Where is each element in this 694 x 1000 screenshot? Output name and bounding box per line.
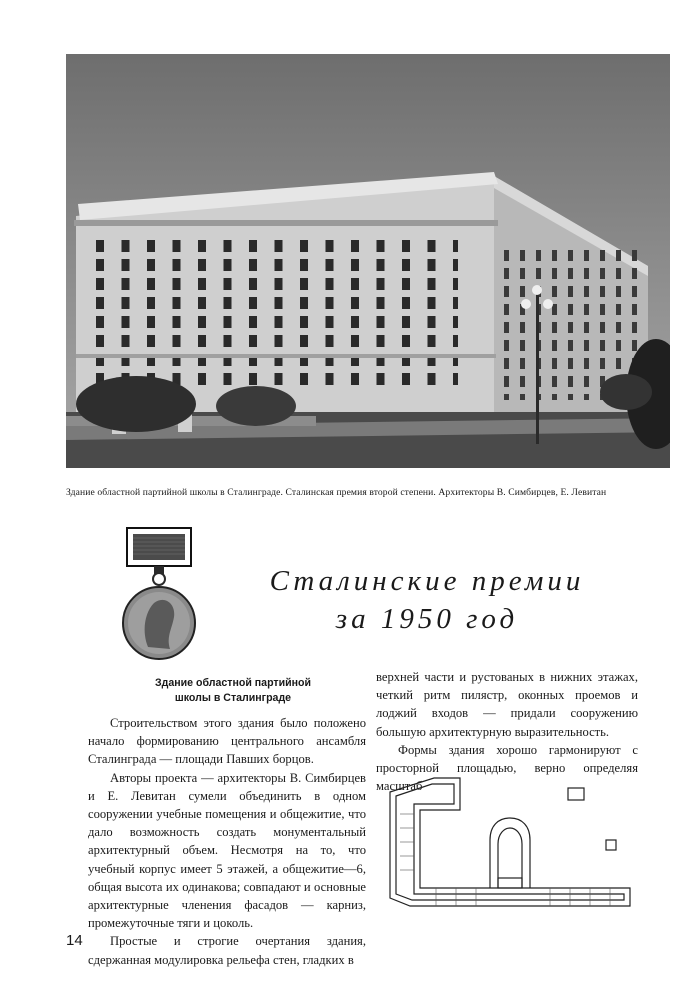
paragraph: Авторы проекта — архитекторы В. Симбирцев и Е. Левитан сумели объединить в одном сооружении учебные помещения и общежитие, что дало возможность создать монументальный архитектурный объем. Несмотря на то, что учебный корпус имеет 5 этажей, а общежитие—6, общая высота их одинакова; совпадают и основные архитектурные членения фасадов — карниз, промежуточные тяги и цоколь. bbox=[88, 770, 366, 931]
article-title bbox=[88, 676, 378, 706]
stalin-prize-medal bbox=[120, 525, 202, 665]
paragraph: Простые и строгие очертания здания, сдержанная модулировка рельефа стен, гладких в bbox=[88, 934, 366, 967]
building-photo bbox=[66, 54, 670, 468]
paragraph: Строительством этого здания было положено начало формированию центрального ансамбля Сталинграда — площади Павших борцов. bbox=[88, 716, 366, 767]
article-title-line-2: школы в Сталинграде bbox=[174, 692, 292, 704]
page-number: 14 bbox=[66, 932, 83, 949]
floor-plan-diagram bbox=[380, 770, 640, 918]
paragraph: верхней части и рустованых в нижних этажах, четкий ритм пилястр, оконных проемов и лоджий входов — придали сооружению большую архитектурную выразительность. bbox=[376, 670, 638, 739]
heading-line-1: Сталинские премии bbox=[269, 565, 585, 597]
heading-line-2: за 1950 год bbox=[335, 603, 519, 635]
section-heading bbox=[262, 562, 592, 638]
photo-caption: Здание областной партийной школы в Сталинграде. Сталинская премия второй степени. Архитекторы В. Симбирцев, Е. Левитан bbox=[66, 487, 607, 498]
article-title-line-1: Здание областной партийной bbox=[155, 677, 311, 689]
paragraph: Формы здания хорошо гармонируют с просторной площадью, верно определяя масштаб bbox=[376, 742, 638, 794]
text-column-left bbox=[88, 714, 366, 969]
